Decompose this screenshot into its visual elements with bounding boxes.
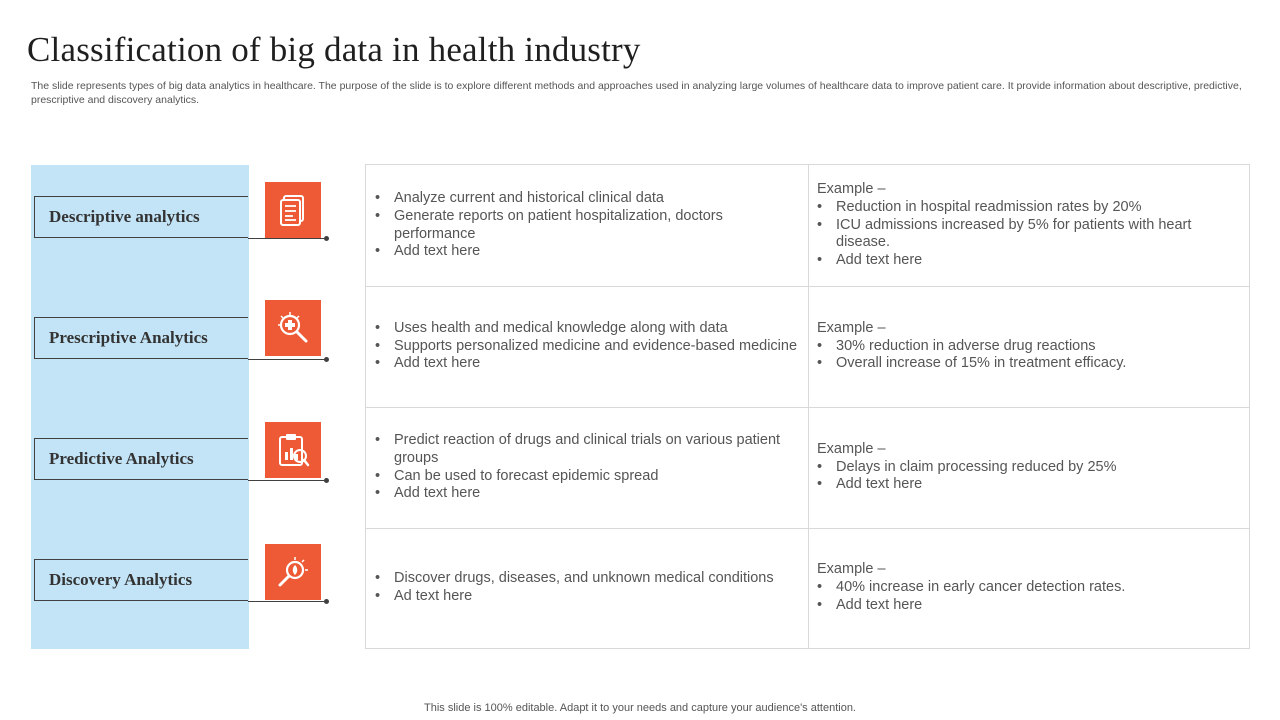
list-item: • Delays in claim processing reduced by 25% [817,459,1116,477]
medical-search-icon [265,300,321,356]
connector-line [248,238,326,239]
clipboard-chart-icon [265,422,321,478]
connector-dot [324,236,329,241]
list-item: • Supports personalized medicine and evidence-based medicine [375,338,797,356]
row-label-text: Prescriptive Analytics [49,328,208,347]
list-item: • Reduction in hospital readmission rates by 20% [817,199,1237,217]
list-item: • Add text here [817,252,1237,270]
page-subtitle: The slide represents types of big data analytics in healthcare. The purpose of the slide is to explore different methods and approaches used in analyzing large volumes of healthcare data to improve patient care. It provide information about descriptive, predictive, prescriptive and discovery analytics. [31,80,1242,106]
example-heading: Example – [817,440,886,457]
description-cell [375,407,803,528]
row-label-text: Predictive Analytics [49,449,194,468]
footer-note: This slide is 100% editable. Adapt it to your needs and capture your audience's attention. [424,702,856,714]
description-list [375,570,774,606]
list-item: • Add text here [375,355,797,373]
description-cell [375,528,803,648]
list-item: • Discover drugs, diseases, and unknown medical conditions [375,570,774,588]
list-item: • Add text here [375,243,803,261]
list-item: • Add text here [817,476,1116,494]
example-cell [817,165,1237,286]
connector-dot [324,599,329,604]
description-list [375,190,803,261]
connector-dot [324,478,329,483]
list-item: • Can be used to forecast epidemic spread [375,468,803,486]
content-table [365,164,1250,649]
list-item: • Uses health and medical knowledge along with data [375,320,797,338]
description-cell [375,165,803,286]
example-cell [817,286,1237,407]
discovery-search-icon [265,544,321,600]
example-cell [817,407,1237,528]
label-descriptive-analytics [34,196,248,238]
list-item: • ICU admissions increased by 5% for patients with heart disease. [817,217,1237,253]
example-heading: Example – [817,181,886,197]
example-heading: Example – [817,561,886,578]
description-list [375,320,797,373]
label-discovery-analytics [34,559,248,601]
list-item: • Generate reports on patient hospitalization, doctors performance [375,208,803,244]
row-label-text: Descriptive analytics [49,207,200,226]
list-item: • Analyze current and historical clinical data [375,190,803,208]
example-list [817,199,1237,270]
row-label-text: Discovery Analytics [49,570,193,589]
list-item: • Overall increase of 15% in treatment efficacy. [817,355,1126,373]
example-list [817,579,1125,615]
list-item: • 40% increase in early cancer detection rates. [817,579,1125,597]
label-prescriptive-analytics [34,317,248,359]
example-list [817,338,1126,374]
connector-dot [324,357,329,362]
label-predictive-analytics [34,438,248,480]
list-item: • Add text here [817,597,1125,615]
connector-line [248,359,326,360]
connector-line [248,480,326,481]
example-heading: Example – [817,319,886,336]
report-document-icon [265,182,321,238]
list-item: • Add text here [375,485,803,503]
example-cell [817,528,1237,648]
connector-line [248,601,326,602]
description-cell [375,286,803,407]
description-list [375,432,803,503]
list-item: • Ad text here [375,588,774,606]
list-item: • 30% reduction in adverse drug reactions [817,338,1126,356]
list-item: • Predict reaction of drugs and clinical trials on various patient groups [375,432,803,468]
page-title: Classification of big data in health industry [27,30,641,69]
example-list [817,459,1116,495]
